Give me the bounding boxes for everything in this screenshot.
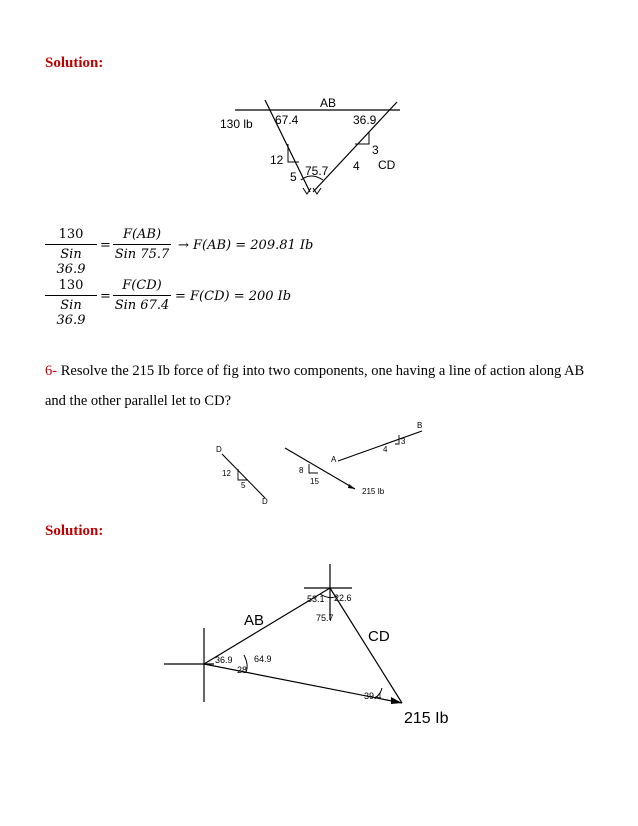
fig2-run-5: 5 — [241, 481, 246, 490]
slope-directions-figure-2 — [200, 418, 440, 508]
equation-ab — [45, 227, 365, 277]
fig3-angle-28: 28 — [237, 665, 248, 675]
problem-number: 6- — [45, 363, 58, 379]
solution-heading-1: Solution: — [45, 55, 104, 71]
fig1-angle-left: 67.4 — [275, 113, 299, 127]
eq2-rhs-fraction — [113, 278, 171, 313]
eq2-rhs-den: Sin 67.4 — [113, 295, 171, 313]
equation-cd — [45, 278, 365, 328]
fig1-rise-3: 3 — [372, 143, 379, 157]
eq2-lhs-fraction — [45, 278, 97, 328]
fig1-run-4: 4 — [353, 159, 360, 173]
fig2-rise-8: 8 — [299, 466, 304, 475]
eq2-lhs-den: Sin 36.9 — [45, 295, 97, 328]
fig2-rise-3: 3 — [401, 437, 406, 446]
problem-line-1-text: Resolve the 215 Ib force of fig into two components, one having a line of action along AB — [57, 363, 585, 379]
solution-heading-2: Solution: — [45, 523, 104, 539]
eq1-lhs-num: 130 — [58, 227, 84, 242]
fig3-label-ab: AB — [244, 612, 265, 629]
eq1-result: → F(AB) = 209.81 Ib — [178, 238, 314, 253]
eq1-lhs-den: Sin 36.9 — [45, 244, 97, 277]
eq2-result: = F(CD) = 200 Ib — [175, 289, 292, 304]
fig1-rise-12: 12 — [270, 153, 284, 167]
problem-6-line-2: and the other parallel let to CD? — [45, 393, 232, 409]
fig2-force-label: 215 Ib — [362, 487, 385, 496]
fig1-angle-right: 36.9 — [353, 113, 377, 127]
fig3-angle-39: 39.4 — [364, 691, 382, 701]
fig2-label-a: A — [331, 455, 337, 464]
problem-6-line-1 — [45, 356, 605, 386]
fig3-angle-22: 22.6 — [334, 593, 352, 603]
fig2-label-b: B — [417, 421, 423, 430]
force-triangle-figure-1 — [195, 88, 425, 203]
problem-6-text — [45, 356, 605, 416]
eq1-lhs-fraction — [45, 227, 97, 277]
fig2-rise-12: 12 — [222, 469, 231, 478]
fig1-label-ab: AB — [320, 96, 337, 110]
eq1-rhs-num: F(AB) — [122, 227, 162, 242]
fig2-label-d-top: D — [216, 445, 222, 454]
fig3-angle-64: 64.9 — [254, 654, 272, 664]
fig2-label-d-bottom: D — [262, 497, 268, 506]
eq1-rhs-fraction — [113, 227, 171, 262]
fig2-run-4: 4 — [383, 445, 388, 454]
force-triangle-figure-3 — [160, 560, 490, 740]
fig1-run-5: 5 — [290, 170, 297, 184]
fig3-angle-75: 75.7 — [316, 613, 334, 623]
fig3-angle-53: 53.1 — [307, 594, 325, 604]
fig3-label-cd: CD — [368, 628, 390, 645]
fig2-run-15: 15 — [310, 477, 319, 486]
eq2-rhs-num: F(CD) — [122, 278, 162, 293]
fig3-angle-36: 36.9 — [215, 655, 233, 665]
fig3-force-label: 215 Ib — [404, 710, 449, 727]
fig1-label-cd: CD — [378, 158, 396, 172]
fig1-angle-bottom: 75.7 — [305, 164, 329, 178]
eq2-lhs-num: 130 — [58, 278, 84, 293]
eq1-rhs-den: Sin 75.7 — [113, 244, 171, 262]
eq1-equals: = — [100, 238, 111, 253]
eq2-equals: = — [100, 289, 111, 304]
fig1-label-force: 130 lb — [220, 117, 253, 131]
